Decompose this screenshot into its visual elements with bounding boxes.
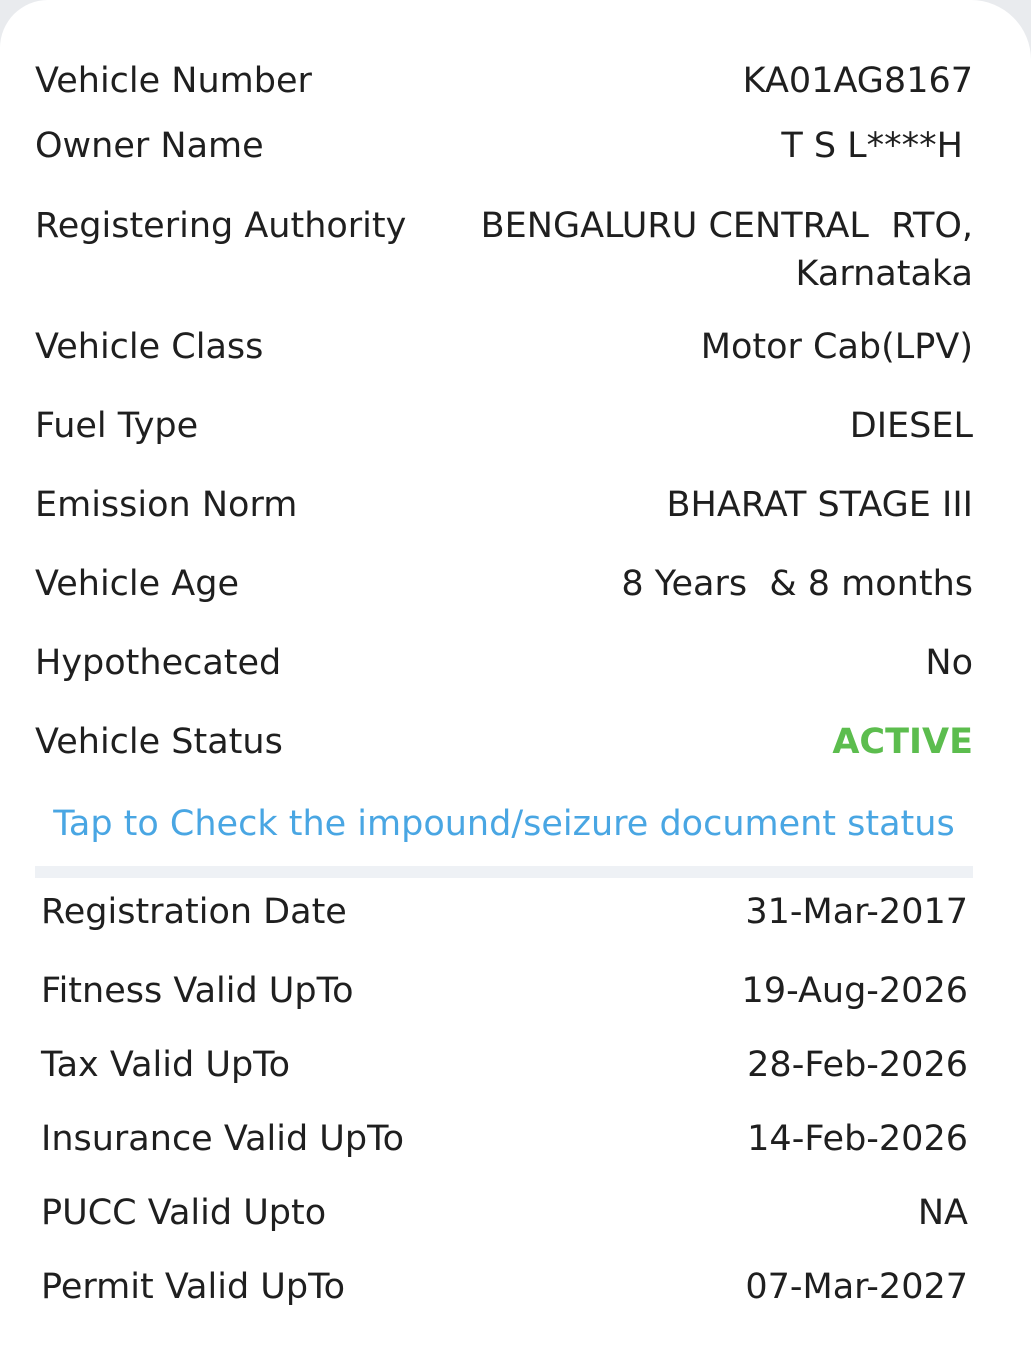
row-fuel-type [35,402,973,450]
registering-authority-line2: Karnataka [795,254,973,294]
owner-name-value: T S L****H [781,126,963,166]
insurance-valid-label: Insurance Valid UpTo [41,1119,404,1159]
fitness-valid-label: Fitness Valid UpTo [41,971,354,1011]
section-divider [35,866,973,878]
row-vehicle-status [35,718,973,766]
vehicle-number-label: Vehicle Number [35,61,312,101]
vehicle-age-label: Vehicle Age [35,564,239,604]
registering-authority-value [481,202,973,298]
fuel-type-label: Fuel Type [35,406,199,446]
vehicle-age-value: 8 Years & 8 months [621,564,973,604]
owner-name-label: Owner Name [35,126,264,166]
registration-date-label: Registration Date [41,892,347,932]
emission-norm-label: Emission Norm [35,485,298,525]
vehicle-status-label: Vehicle Status [35,722,283,762]
row-hypothecated [35,639,973,687]
row-owner-name [35,122,973,170]
row-tax-valid [41,1041,968,1089]
row-registering-authority [35,202,973,298]
pucc-valid-value: NA [917,1193,968,1233]
registration-date-value: 31-Mar-2017 [745,892,968,932]
insurance-valid-value: 14-Feb-2026 [747,1119,968,1159]
tax-valid-value: 28-Feb-2026 [747,1045,968,1085]
tax-valid-label: Tax Valid UpTo [41,1045,291,1085]
vehicle-status-badge: ACTIVE [832,722,973,762]
row-emission-norm [35,481,973,529]
emission-norm-value: BHARAT STAGE III [666,485,973,525]
row-registration-date [41,888,968,936]
vehicle-class-value: Motor Cab(LPV) [700,327,973,367]
row-fitness-valid [41,967,968,1015]
permit-valid-value: 07-Mar-2027 [745,1267,968,1307]
vehicle-number-value: KA01AG8167 [742,61,973,101]
fitness-valid-value: 19-Aug-2026 [741,971,968,1011]
registering-authority-line1: BENGALURU CENTRAL RTO, [480,206,973,246]
row-vehicle-age [35,560,973,608]
hypothecated-label: Hypothecated [35,643,282,683]
row-insurance-valid [41,1115,968,1163]
registering-authority-label: Registering Authority [35,206,407,246]
permit-valid-label: Permit Valid UpTo [41,1267,345,1307]
pucc-valid-label: PUCC Valid Upto [41,1193,327,1233]
vehicle-class-label: Vehicle Class [35,327,264,367]
hypothecated-value: No [925,643,973,683]
fuel-type-value: DIESEL [849,406,973,446]
row-vehicle-number [35,57,973,105]
row-vehicle-class [35,323,973,371]
impound-status-link[interactable]: Tap to Check the impound/seizure document status [53,804,955,844]
row-permit-valid [41,1263,968,1311]
row-pucc-valid [41,1189,968,1237]
